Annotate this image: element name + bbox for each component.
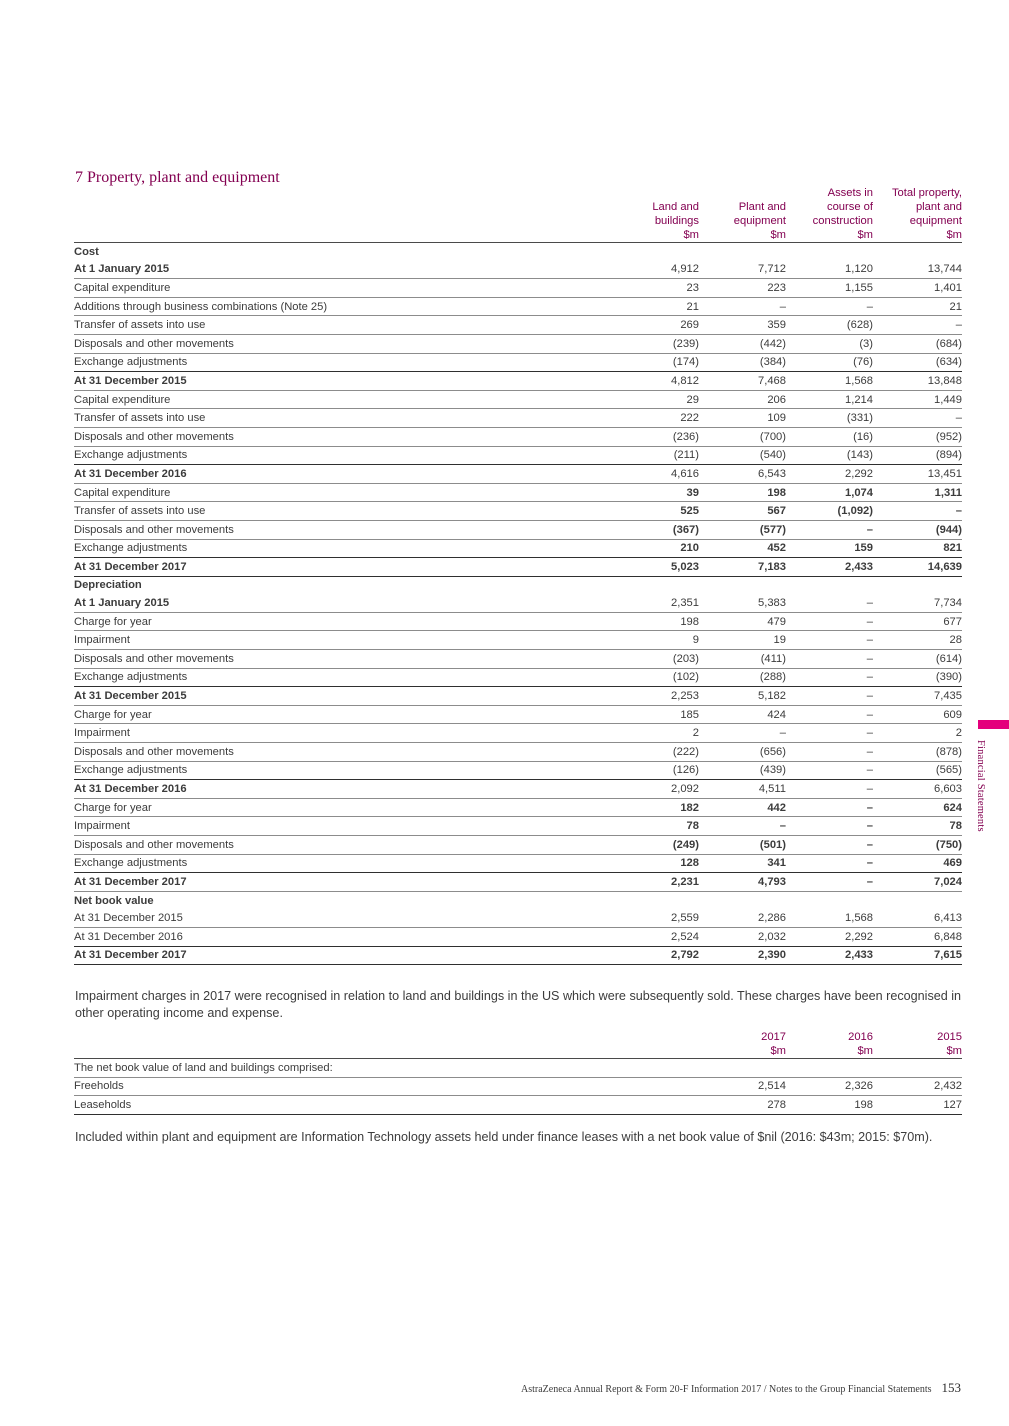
- cell-value: 6,413: [873, 909, 962, 927]
- cell-value: [873, 891, 962, 909]
- cell-value: 2,432: [873, 1077, 962, 1096]
- cell-value: (700): [699, 427, 786, 446]
- cell-value: (288): [699, 668, 786, 687]
- row-label: Disposals and other movements: [74, 334, 612, 353]
- header-total-ppe: [873, 186, 962, 243]
- row-label: Disposals and other movements: [74, 836, 612, 855]
- table-row: [74, 353, 962, 372]
- table-row: [74, 761, 962, 780]
- ppe-table-body: [74, 243, 962, 965]
- cell-value: 2: [873, 724, 962, 743]
- page-number: 153: [941, 1380, 961, 1395]
- cell-value: 2,792: [612, 946, 699, 965]
- header-line: equipment: [909, 215, 962, 227]
- header-line: construction: [812, 215, 873, 227]
- table-row: [74, 409, 962, 428]
- table-row: [74, 724, 962, 743]
- cell-value: 567: [699, 502, 786, 521]
- cell-value: 210: [612, 539, 699, 558]
- header-line: $m: [946, 229, 962, 241]
- row-label: Exchange adjustments: [74, 539, 612, 558]
- table-row: [74, 297, 962, 316]
- cell-value: 2,433: [786, 946, 873, 965]
- cell-value: –: [786, 724, 873, 743]
- row-label: Cost: [74, 245, 99, 258]
- row-label: Additions through business combinations (Note 25): [74, 297, 612, 316]
- cell-value: –: [786, 854, 873, 873]
- cell-value: 13,848: [873, 372, 962, 391]
- cell-value: 21: [612, 297, 699, 316]
- cell-value: 4,511: [699, 780, 786, 799]
- cell-value: 2,559: [612, 909, 699, 927]
- cell-value: 159: [786, 539, 873, 558]
- cell-value: 13,451: [873, 465, 962, 484]
- cell-value: 278: [699, 1096, 786, 1115]
- cell-value: 6,543: [699, 465, 786, 484]
- table-row: [74, 558, 962, 577]
- cell-value: –: [873, 502, 962, 521]
- cell-value: 4,793: [699, 873, 786, 892]
- cell-value: 29: [612, 390, 699, 409]
- table-row: [74, 372, 962, 391]
- cell-value: 1,568: [786, 372, 873, 391]
- row-label: Impairment: [74, 631, 612, 650]
- cell-value: (614): [873, 650, 962, 669]
- cell-value: 2,292: [786, 927, 873, 946]
- header-line: course of: [826, 201, 873, 213]
- cell-value: [699, 576, 786, 594]
- table-row: [74, 465, 962, 484]
- row-label: At 31 December 2017: [74, 946, 612, 965]
- cell-value: (1,092): [786, 502, 873, 521]
- header-line: 2015: [937, 1031, 962, 1043]
- cell-value: (634): [873, 353, 962, 372]
- cell-value: –: [786, 780, 873, 799]
- header-line: $m: [770, 1045, 786, 1057]
- cell-value: 4,812: [612, 372, 699, 391]
- table-row: [74, 909, 962, 927]
- cell-value: 2,253: [612, 687, 699, 706]
- cell-value: 182: [612, 798, 699, 817]
- table-row: [74, 539, 962, 558]
- cell-value: 7,468: [699, 372, 786, 391]
- cell-value: 359: [699, 316, 786, 335]
- cell-value: (16): [786, 427, 873, 446]
- table-row: [74, 446, 962, 465]
- table-row: [74, 780, 962, 799]
- cell-value: 1,449: [873, 390, 962, 409]
- row-label: Charge for year: [74, 705, 612, 724]
- cell-value: 14,639: [873, 558, 962, 577]
- table-row: [74, 631, 962, 650]
- cell-value: 1,155: [786, 279, 873, 298]
- cell-value: 1,401: [873, 279, 962, 298]
- header-line: Plant and: [738, 201, 786, 213]
- cell-value: 677: [873, 612, 962, 631]
- cell-value: (384): [699, 353, 786, 372]
- cell-value: (442): [699, 334, 786, 353]
- cell-value: [786, 243, 873, 261]
- cell-value: [786, 576, 873, 594]
- table-row: [74, 798, 962, 817]
- cell-value: (750): [873, 836, 962, 855]
- row-label: Exchange adjustments: [74, 668, 612, 687]
- header-2016: [786, 1030, 873, 1059]
- header-line: 2017: [761, 1031, 786, 1043]
- cell-value: 21: [873, 297, 962, 316]
- row-label: At 31 December 2017: [74, 558, 612, 577]
- table-row: [74, 1096, 962, 1115]
- cell-value: –: [786, 761, 873, 780]
- cell-value: 5,182: [699, 687, 786, 706]
- table-row: [74, 668, 962, 687]
- row-label: Capital expenditure: [74, 390, 612, 409]
- row-label: Disposals and other movements: [74, 520, 612, 539]
- cell-value: 198: [786, 1096, 873, 1115]
- cell-value: (565): [873, 761, 962, 780]
- header-plant-equipment: [699, 186, 786, 243]
- table-row: [74, 650, 962, 669]
- row-label: Impairment: [74, 724, 612, 743]
- cell-value: 525: [612, 502, 699, 521]
- cell-value: –: [786, 594, 873, 612]
- table-row: [74, 316, 962, 335]
- table-row: [74, 1077, 962, 1096]
- cell-value: [612, 243, 699, 261]
- cell-value: 2,286: [699, 909, 786, 927]
- impairment-note: Impairment charges in 2017 were recognised in relation to land and buildings in the US which were subsequently sold. These charges have been recognised in other operating income and expense.: [75, 989, 962, 1020]
- cell-value: 1,074: [786, 483, 873, 502]
- nbv-table-body: [74, 1059, 962, 1115]
- table-row: [74, 427, 962, 446]
- cell-value: 198: [612, 612, 699, 631]
- cell-value: (222): [612, 743, 699, 762]
- cell-value: (203): [612, 650, 699, 669]
- cell-value: 2,231: [612, 873, 699, 892]
- cell-value: (439): [699, 761, 786, 780]
- header-line: equipment: [733, 215, 786, 227]
- cell-value: [612, 576, 699, 594]
- header-line: 2016: [848, 1031, 873, 1043]
- header-line: Land and: [652, 201, 699, 213]
- header-blank: [74, 1030, 699, 1059]
- row-label: Charge for year: [74, 798, 612, 817]
- cell-value: –: [699, 817, 786, 836]
- cell-value: 2,390: [699, 946, 786, 965]
- cell-value: 2,433: [786, 558, 873, 577]
- cell-value: –: [699, 297, 786, 316]
- header-line: Total property,: [891, 187, 962, 199]
- cell-value: [699, 1059, 786, 1078]
- header-2015: [873, 1030, 962, 1059]
- cell-value: (390): [873, 668, 962, 687]
- side-tab-marker: [978, 720, 1009, 729]
- cell-value: 7,024: [873, 873, 962, 892]
- row-label: Transfer of assets into use: [74, 502, 612, 521]
- cell-value: [786, 1059, 873, 1078]
- header-line: $m: [770, 229, 786, 241]
- row-label: At 1 January 2015: [74, 261, 612, 279]
- row-label: Charge for year: [74, 612, 612, 631]
- cell-value: (501): [699, 836, 786, 855]
- row-label: The net book value of land and buildings comprised:: [74, 1059, 699, 1078]
- cell-value: 7,734: [873, 594, 962, 612]
- row-label: Depreciation: [74, 579, 142, 592]
- cell-value: (239): [612, 334, 699, 353]
- cell-value: 13,744: [873, 261, 962, 279]
- row-label: Transfer of assets into use: [74, 316, 612, 335]
- table-row: [74, 612, 962, 631]
- cell-value: [612, 891, 699, 909]
- cell-value: 1,311: [873, 483, 962, 502]
- cell-value: 2,524: [612, 927, 699, 946]
- cell-value: –: [873, 409, 962, 428]
- cell-value: (628): [786, 316, 873, 335]
- row-label: Capital expenditure: [74, 483, 612, 502]
- header-line: $m: [683, 229, 699, 241]
- cell-value: 7,435: [873, 687, 962, 706]
- cell-value: –: [786, 836, 873, 855]
- cell-value: 6,848: [873, 927, 962, 946]
- cell-value: 341: [699, 854, 786, 873]
- cell-value: 198: [699, 483, 786, 502]
- table-row: [74, 817, 962, 836]
- row-label: Disposals and other movements: [74, 427, 612, 446]
- header-line: $m: [857, 229, 873, 241]
- page-footer: [521, 1380, 961, 1396]
- row-label: At 31 December 2015: [74, 687, 612, 706]
- cell-value: –: [786, 705, 873, 724]
- cell-value: –: [786, 743, 873, 762]
- table-row: [74, 946, 962, 965]
- cell-value: 2,351: [612, 594, 699, 612]
- row-label: Capital expenditure: [74, 279, 612, 298]
- cell-value: 6,603: [873, 780, 962, 799]
- cell-value: 1,214: [786, 390, 873, 409]
- cell-value: –: [786, 631, 873, 650]
- row-label: Leaseholds: [74, 1096, 699, 1115]
- cell-value: (249): [612, 836, 699, 855]
- table-row: [74, 854, 962, 873]
- row-label: At 31 December 2016: [74, 465, 612, 484]
- finance-lease-note: Included within plant and equipment are Information Technology assets held under finance leases with a net book value of $nil (2016: $43m; 2015: $70m).: [75, 1130, 933, 1144]
- header-2017: [699, 1030, 786, 1059]
- cell-value: [873, 243, 962, 261]
- cell-value: –: [873, 316, 962, 335]
- ppe-table: [74, 186, 962, 965]
- cell-value: (411): [699, 650, 786, 669]
- cell-value: –: [786, 687, 873, 706]
- nbv-table: [74, 1030, 962, 1115]
- row-label: Disposals and other movements: [74, 650, 612, 669]
- cell-value: 19: [699, 631, 786, 650]
- cell-value: –: [786, 668, 873, 687]
- table-row: [74, 520, 962, 539]
- row-label: Exchange adjustments: [74, 446, 612, 465]
- row-label: Net book value: [74, 894, 154, 907]
- row-label: At 31 December 2016: [74, 780, 612, 799]
- table-row: [74, 927, 962, 946]
- cell-value: 1,568: [786, 909, 873, 927]
- cell-value: [786, 891, 873, 909]
- cell-value: 9: [612, 631, 699, 650]
- row-label: At 1 January 2015: [74, 594, 612, 612]
- cell-value: 7,615: [873, 946, 962, 965]
- cell-value: (211): [612, 446, 699, 465]
- cell-value: (126): [612, 761, 699, 780]
- cell-value: 7,712: [699, 261, 786, 279]
- row-label: Disposals and other movements: [74, 743, 612, 762]
- row-label: Exchange adjustments: [74, 761, 612, 780]
- cell-value: –: [786, 297, 873, 316]
- cell-value: 442: [699, 798, 786, 817]
- cell-value: 469: [873, 854, 962, 873]
- cell-value: 127: [873, 1096, 962, 1115]
- cell-value: (76): [786, 353, 873, 372]
- cell-value: 23: [612, 279, 699, 298]
- cell-value: 2,514: [699, 1077, 786, 1096]
- cell-value: –: [786, 873, 873, 892]
- cell-value: –: [786, 817, 873, 836]
- cell-value: 39: [612, 483, 699, 502]
- table-header-row: [74, 186, 962, 243]
- cell-value: (684): [873, 334, 962, 353]
- cell-value: 452: [699, 539, 786, 558]
- page-title: 7 Property, plant and equipment: [75, 169, 280, 186]
- table-row: [74, 705, 962, 724]
- row-label: At 31 December 2015: [74, 909, 612, 927]
- cell-value: (577): [699, 520, 786, 539]
- header-line: plant and: [915, 201, 962, 213]
- table-row: [74, 279, 962, 298]
- section-heading-row: [74, 243, 962, 261]
- cell-value: 78: [873, 817, 962, 836]
- cell-value: 2,092: [612, 780, 699, 799]
- cell-value: –: [786, 798, 873, 817]
- cell-value: 109: [699, 409, 786, 428]
- cell-value: 4,912: [612, 261, 699, 279]
- cell-value: 128: [612, 854, 699, 873]
- cell-value: 206: [699, 390, 786, 409]
- table-row: [74, 687, 962, 706]
- table-row: [74, 743, 962, 762]
- header-line: $m: [857, 1045, 873, 1057]
- row-label: Exchange adjustments: [74, 353, 612, 372]
- table-row: [74, 873, 962, 892]
- cell-value: 479: [699, 612, 786, 631]
- table-row: [74, 1059, 962, 1078]
- cell-value: (540): [699, 446, 786, 465]
- cell-value: 28: [873, 631, 962, 650]
- cell-value: (952): [873, 427, 962, 446]
- header-line: $m: [946, 1045, 962, 1057]
- cell-value: 5,023: [612, 558, 699, 577]
- cell-value: 2: [612, 724, 699, 743]
- row-label: At 31 December 2016: [74, 927, 612, 946]
- cell-value: [873, 576, 962, 594]
- table-row: [74, 390, 962, 409]
- cell-value: 4,616: [612, 465, 699, 484]
- cell-value: (143): [786, 446, 873, 465]
- side-tab-label: Financial Statements: [975, 740, 986, 832]
- cell-value: (102): [612, 668, 699, 687]
- section-heading-row: [74, 891, 962, 909]
- cell-value: [699, 891, 786, 909]
- header-line: Assets in: [827, 187, 873, 199]
- table-row: [74, 261, 962, 279]
- cell-value: 2,032: [699, 927, 786, 946]
- cell-value: (656): [699, 743, 786, 762]
- cell-value: 624: [873, 798, 962, 817]
- row-label: At 31 December 2017: [74, 873, 612, 892]
- table-row: [74, 334, 962, 353]
- table-row: [74, 594, 962, 612]
- row-label: Freeholds: [74, 1077, 699, 1096]
- cell-value: 223: [699, 279, 786, 298]
- row-label: Transfer of assets into use: [74, 409, 612, 428]
- table-row: [74, 836, 962, 855]
- cell-value: 222: [612, 409, 699, 428]
- cell-value: 424: [699, 705, 786, 724]
- cell-value: 269: [612, 316, 699, 335]
- cell-value: (878): [873, 743, 962, 762]
- cell-value: (944): [873, 520, 962, 539]
- section-heading-row: [74, 576, 962, 594]
- footer-text: AstraZeneca Annual Report & Form 20-F Information 2017 / Notes to the Group Financial Statements: [521, 1384, 932, 1395]
- cell-value: –: [786, 612, 873, 631]
- row-label: At 31 December 2015: [74, 372, 612, 391]
- cell-value: 7,183: [699, 558, 786, 577]
- cell-value: –: [786, 650, 873, 669]
- row-label: Impairment: [74, 817, 612, 836]
- cell-value: [873, 1059, 962, 1078]
- cell-value: 5,383: [699, 594, 786, 612]
- cell-value: 609: [873, 705, 962, 724]
- row-label: Exchange adjustments: [74, 854, 612, 873]
- cell-value: (367): [612, 520, 699, 539]
- cell-value: 2,326: [786, 1077, 873, 1096]
- cell-value: 78: [612, 817, 699, 836]
- header-assets-construction: [786, 186, 873, 243]
- cell-value: –: [786, 520, 873, 539]
- cell-value: (3): [786, 334, 873, 353]
- header-blank: [74, 186, 612, 243]
- nbv-header-row: [74, 1030, 962, 1059]
- header-line: buildings: [654, 215, 699, 227]
- cell-value: 1,120: [786, 261, 873, 279]
- cell-value: 2,292: [786, 465, 873, 484]
- table-row: [74, 502, 962, 521]
- cell-value: (236): [612, 427, 699, 446]
- cell-value: 185: [612, 705, 699, 724]
- cell-value: (894): [873, 446, 962, 465]
- cell-value: (174): [612, 353, 699, 372]
- cell-value: 821: [873, 539, 962, 558]
- cell-value: –: [699, 724, 786, 743]
- cell-value: (331): [786, 409, 873, 428]
- cell-value: [699, 243, 786, 261]
- header-land-buildings: [612, 186, 699, 243]
- table-row: [74, 483, 962, 502]
